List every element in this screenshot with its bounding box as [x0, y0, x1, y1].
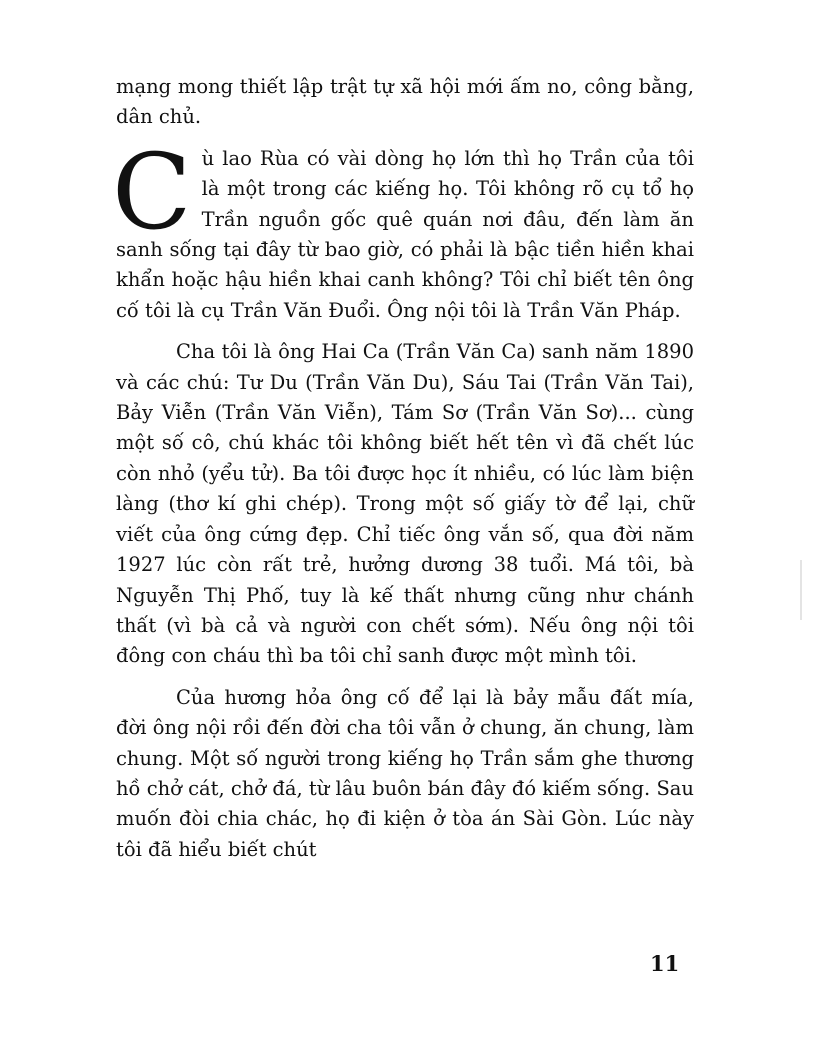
page-number: 11	[650, 951, 680, 976]
paragraph-dropcap-text: ù lao Rùa có vài dòng họ lớn thì họ Trần của tôi là một trong các kiếng họ. Tôi không rõ cụ tổ họ Trần nguồn gốc quê quán nơi đâu, đến làm ăn sanh sống tại đây từ bao giờ, có phải là bậc tiền hiền khai khẩn hoặc hậu hiền khai canh không? Tôi chỉ biết tên ông cố tôi là cụ Trần Văn Đuổi. Ông nội tôi là Trần Văn Pháp.	[116, 146, 694, 322]
scan-edge-mark	[800, 560, 802, 620]
drop-cap-letter: C	[112, 130, 192, 253]
paragraph-inheritance: Của hương hỏa ông cố để lại là bảy mẫu đất mía, đời ông nội rồi đến đời cha tôi vẫn ở chung, ăn chung, làm chung. Một số người trong kiếng họ Trần sắm ghe thương hồ chở cát, chở đá, từ lâu buôn bán đây đó kiếm sống. Sau muốn đòi chia chác, họ đi kiện ở tòa án Sài Gòn. Lúc này tôi đã hiểu biết chút	[116, 685, 694, 861]
paragraph-continuation: mạng mong thiết lập trật tự xã hội mới ấm no, công bằng, dân chủ.	[116, 75, 694, 129]
paragraph-family: Cha tôi là ông Hai Ca (Trần Văn Ca) sanh năm 1890 và các chú: Tư Du (Trần Văn Du), Sáu Tai (Trần Văn Tai), Bảy Viễn (Trần Văn Viễn), Tám Sơ (Trần Văn Sơ)... cùng một số cô, chú khác tôi không biết hết tên vì đã chết lúc còn nhỏ (yểu tử). Ba tôi được học ít nhiều, có lúc làm biện làng (thơ kí ghi chép). Trong một số giấy tờ để lại, chữ viết của ông cứng đẹp. Chỉ tiếc ông vắn số, qua đời năm 1927 lúc còn rất trẻ, hưởng dương 38 tuổi. Má tôi, bà Nguyễn Thị Phố, tuy là kế thất nhưng cũng như chánh thất (vì bà cả và người con chết sớm). Nếu ông nội tôi đông con cháu thì ba tôi chỉ sanh được một mình tôi.	[116, 340, 694, 668]
page-body	[112, 72, 694, 865]
paragraph-dropcap	[112, 130, 694, 326]
